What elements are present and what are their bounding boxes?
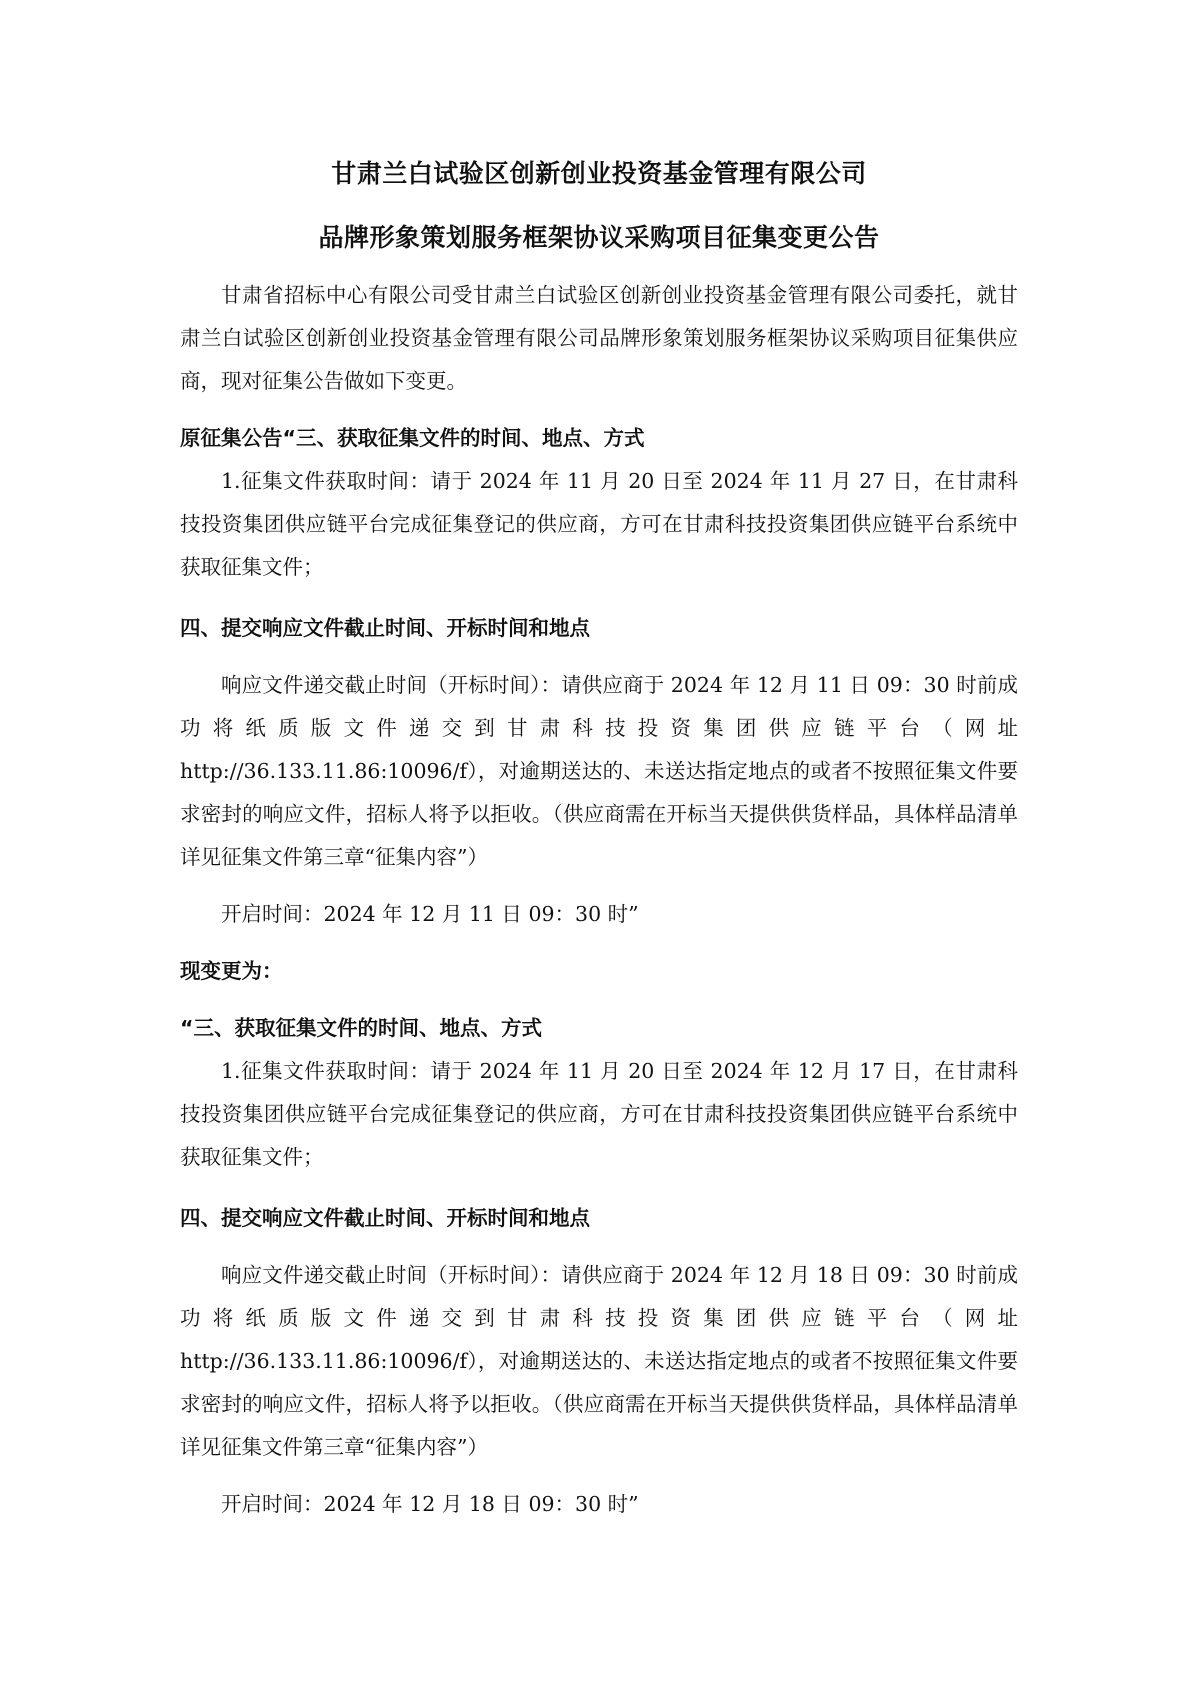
original-deadline-text-a: 响应文件递交截止时间（开标时间）：请供应商于 2024 年 12 月 11 日 09：30 时前成功将纸质版文件递交到甘肃科技投资集团供应链平台（网址 (180, 673, 1018, 740)
document-title-line-2: 品牌形象策划服务框架协议采购项目征集变更公告 (318, 223, 880, 252)
original-opening-time: 开启时间：2024 年 12 月 11 日 09：30 时” (221, 902, 639, 926)
changed-section4-heading: 四、提交响应文件截止时间、开标时间和地点 (180, 1206, 590, 1230)
original-deadline-text-b: ），对逾期送达的、未送达指定地点的或者不按照征集文件要求密封的响应文件，招标人将予以拒收。（供应商需在开标当天提供供货样品，具体样品清单详见征集文件第三章“征集内容”） (180, 759, 1018, 869)
changed-deadline-paragraph (180, 1254, 1018, 1469)
original-deadline-paragraph (180, 664, 1018, 879)
changed-deadline-text-b: ），对逾期送达的、未送达指定地点的或者不按照征集文件要求密封的响应文件，招标人将予以拒收。（供应商需在开标当天提供供货样品，具体样品清单详见征集文件第三章“征集内容”） (180, 1349, 1018, 1459)
original-section4-heading: 四、提交响应文件截止时间、开标时间和地点 (180, 616, 590, 640)
changed-deadline-text-a: 响应文件递交截止时间（开标时间）：请供应商于 2024 年 12 月 18 日 09：30 时前成功将纸质版文件递交到甘肃科技投资集团供应链平台（网址 (180, 1263, 1018, 1330)
changed-acquire-time-paragraph: 1.征集文件获取时间：请于 2024 年 11 月 20 日至 2024 年 12 月 17 日，在甘肃科技投资集团供应链平台完成征集登记的供应商，方可在甘肃科技投资集团供应链平台系统中获取征集文件； (180, 1059, 1018, 1169)
change-label: 现变更为： (180, 959, 283, 983)
original-section3-heading: 原征集公告“三、获取征集文件的时间、地点、方式 (180, 426, 645, 450)
original-acquire-time-paragraph: 1.征集文件获取时间：请于 2024 年 11 月 20 日至 2024 年 11 月 27 日，在甘肃科技投资集团供应链平台完成征集登记的供应商，方可在甘肃科技投资集团供应链平台系统中获取征集文件； (180, 469, 1018, 579)
changed-opening-time: 开启时间：2024 年 12 月 18 日 09：30 时” (221, 1492, 639, 1516)
intro-paragraph: 甘肃省招标中心有限公司受甘肃兰白试验区创新创业投资基金管理有限公司委托，就甘肃兰白试验区创新创业投资基金管理有限公司品牌形象策划服务框架协议采购项目征集供应商，现对征集公告做如下变更。 (180, 283, 1018, 393)
document-title-line-1: 甘肃兰白试验区创新创业投资基金管理有限公司 (331, 159, 867, 188)
document-body (180, 158, 1018, 1526)
changed-section3-heading: “三、获取征集文件的时间、地点、方式 (180, 1016, 542, 1040)
changed-platform-url: http://36.133.11.86:10096/f (180, 1349, 468, 1373)
original-platform-url: http://36.133.11.86:10096/f (180, 759, 468, 783)
